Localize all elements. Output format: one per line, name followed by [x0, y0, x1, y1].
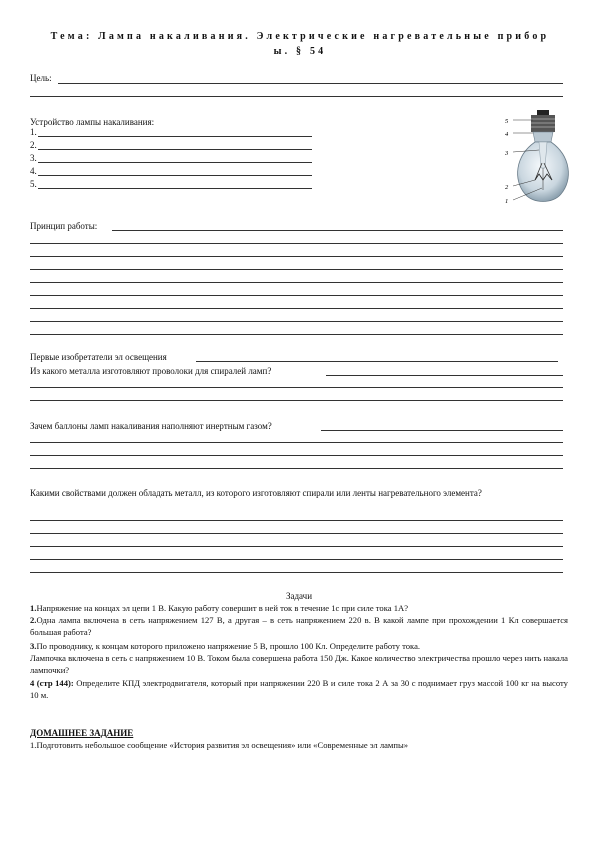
task-item: [30, 603, 568, 615]
task-number: 4 (стр 144):: [30, 678, 74, 688]
task-number: 2.: [30, 615, 37, 625]
principle-line[interactable]: [30, 295, 563, 296]
principle-line[interactable]: [112, 230, 563, 231]
lamp-label: 4: [505, 131, 509, 138]
page-title: [30, 29, 570, 59]
incandescent-lamp-figure: [495, 108, 575, 213]
principle-line[interactable]: [30, 334, 563, 335]
task-item: [30, 678, 568, 701]
answer-line[interactable]: [326, 375, 563, 376]
question-inventors: Первые изобретатели эл освещения: [30, 352, 167, 362]
answer-line[interactable]: [30, 559, 563, 560]
principle-line[interactable]: [30, 243, 563, 244]
question-inert-gas: Зачем баллоны ламп накаливания наполняют инертным газом?: [30, 421, 272, 431]
answer-line[interactable]: [30, 546, 563, 547]
title-line-2: ы. § 54: [273, 46, 327, 57]
principle-line[interactable]: [30, 321, 563, 322]
principle-line[interactable]: [30, 256, 563, 257]
answer-line[interactable]: [30, 520, 563, 521]
question-heating-element: Какими свойствами должен обладать металл, из которого изготовляют спирали или ленты нагревательного элемента?: [30, 488, 482, 498]
homework-heading: ДОМАШНЕЕ ЗАДАНИЕ: [30, 728, 134, 738]
answer-line[interactable]: [321, 430, 563, 431]
tasks-heading: Задачи: [285, 591, 313, 601]
device-item-number: 5.: [30, 179, 37, 189]
lamp-label: 3: [505, 150, 509, 157]
device-item-line[interactable]: [38, 188, 312, 189]
answer-line[interactable]: [30, 455, 563, 456]
task-item: [30, 615, 568, 638]
task-text: Лампочка включена в сеть с напряжением 10 В. Током была совершена работа 150 Дж. Какое количество электричества прошло через нить накала лампочки?: [30, 653, 568, 675]
device-item-number: 2.: [30, 140, 37, 150]
device-item-line[interactable]: [38, 175, 312, 176]
answer-line[interactable]: [30, 400, 563, 401]
task-number: 1.: [30, 603, 37, 613]
task-number: 3.: [30, 641, 37, 651]
task-text: Напряжение на концах эл цепи 1 В. Какую работу совершит в ней ток в течение 1с при силе тока 1А?: [36, 603, 409, 613]
goal-line-1[interactable]: [58, 83, 563, 84]
lamp-label: 5: [505, 118, 509, 125]
lamp-label: 2: [505, 184, 509, 191]
task-text: По проводнику, к концам которого приложено напряжение 5 В, прошло 100 Кл. Определите работу тока.: [36, 641, 421, 651]
device-item-number: 3.: [30, 153, 37, 163]
principle-line[interactable]: [30, 282, 563, 283]
title-line-1: Тема: Лампа накаливания. Электрические нагревательные прибор: [50, 31, 550, 42]
goal-line-2[interactable]: [30, 96, 563, 97]
principle-label: Принцип работы:: [30, 221, 98, 231]
answer-line[interactable]: [30, 468, 563, 469]
device-item-number: 4.: [30, 166, 37, 176]
device-item-line[interactable]: [38, 162, 312, 163]
principle-line[interactable]: [30, 308, 563, 309]
answer-line[interactable]: [30, 442, 563, 443]
answer-line[interactable]: [30, 572, 563, 573]
homework-text: 1.Подготовить небольшое сообщение «История развития эл освещения» или «Современные эл лампы»: [30, 740, 409, 750]
answer-line[interactable]: [30, 533, 563, 534]
task-item: [30, 653, 568, 676]
lamp-contact-shape: [537, 110, 549, 115]
answer-line[interactable]: [30, 387, 563, 388]
task-item: [30, 641, 568, 653]
lamp-label: 1: [505, 198, 509, 205]
task-text: Определите КПД электродвигателя, который при напряжении 220 В и силе тока 2 А за 30 с поднимает груз массой 100 кг на высоту 10 м.: [30, 678, 568, 700]
task-text: Одна лампа включена в сеть напряжением 127 В, а другая – в сеть напряжением 220 в. В какой лампе при прохождении 1 Кл совершается большая работа?: [30, 615, 568, 637]
device-item-line[interactable]: [38, 149, 312, 150]
question-metal: Из какого металла изготовляют проволоки для спиралей ламп?: [30, 366, 272, 376]
device-heading: Устройство лампы накаливания:: [30, 117, 155, 127]
goal-label: Цель:: [30, 73, 52, 83]
device-item-line[interactable]: [38, 136, 312, 137]
principle-line[interactable]: [30, 269, 563, 270]
answer-line[interactable]: [196, 361, 558, 362]
device-item-number: 1.: [30, 127, 37, 137]
